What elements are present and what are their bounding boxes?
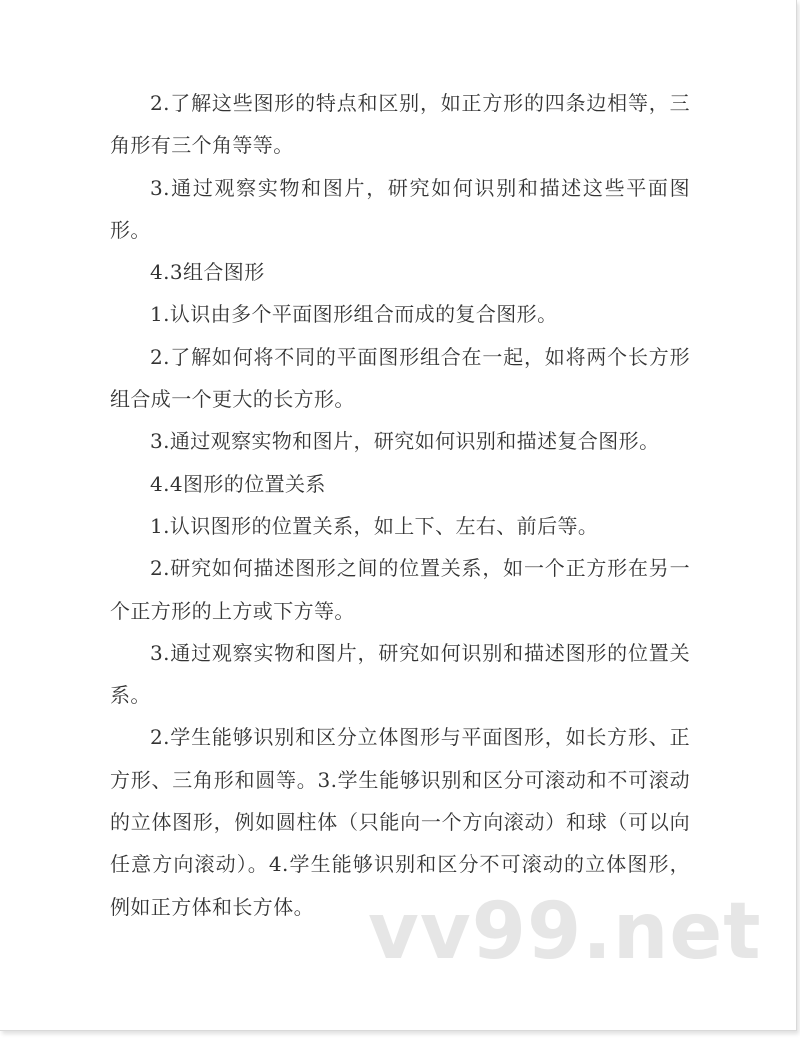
paragraph-9: 2.学生能够识别和区分立体图形与平面图形，如长方形、正方形、三角形和圆等。3.学生能够识别和区分可滚动和不可滚动的立体图形，例如圆柱体（只能向一个方向滚动）和球（可以向任意方向滚动）。4.学生能够识别和区分不可滚动的立体图形，例如正方体和长方体。 bbox=[110, 725, 690, 919]
section-heading-4-4: 4.4图形的位置关系 bbox=[150, 471, 326, 496]
paragraph-7: 2.研究如何描述图形之间的位置关系，如一个正方形在另一个正方形的上方或下方等。 bbox=[110, 556, 690, 623]
section-heading-4-3: 4.3组合图形 bbox=[150, 260, 265, 285]
document-body bbox=[110, 82, 690, 928]
paragraph-8: 3.通过观察实物和图片，研究如何识别和描述图形的位置关系。 bbox=[110, 640, 690, 708]
paragraph-6: 1.认识图形的位置关系，如上下、左右、前后等。 bbox=[150, 513, 599, 538]
paragraph-5: 3.通过观察实物和图片，研究如何识别和描述复合图形。 bbox=[150, 429, 660, 454]
paragraph-4: 2.了解如何将不同的平面图形组合在一起，如将两个长方形组合成一个更大的长方形。 bbox=[110, 344, 690, 412]
paragraph-1: 2.了解这些图形的特点和区别，如正方形的四条边相等，三角形有三个角等等。 bbox=[110, 91, 690, 158]
watermark-text: vv99.net bbox=[368, 887, 762, 977]
paragraph-3: 1.认识由多个平面图形组合而成的复合图形。 bbox=[150, 302, 558, 327]
paragraph-2: 3.通过观察实物和图片，研究如何识别和描述这些平面图形。 bbox=[110, 175, 690, 242]
